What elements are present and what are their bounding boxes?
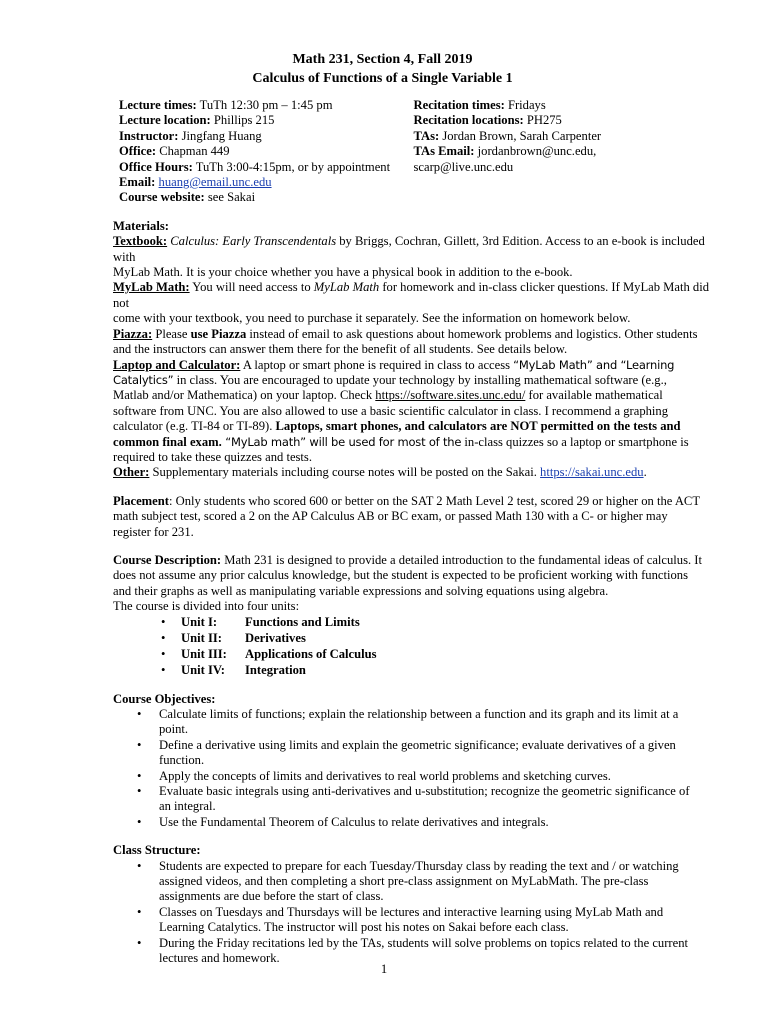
objective-line: point. xyxy=(159,722,189,737)
structure-line: lectures and homework. xyxy=(159,951,280,966)
tas: Jordan Brown, Sarah Carpenter xyxy=(442,128,602,143)
software-link[interactable]: https://software.sites.unc.edu/ xyxy=(375,388,526,403)
objective-item xyxy=(113,769,712,784)
unit-item xyxy=(113,647,712,663)
unit-number: Unit I: xyxy=(181,614,218,629)
tas-email-2: scarp@live.unc.edu xyxy=(413,159,514,174)
description-line-3: and their graphs as well as manipulating variable expressions and solving equations using algebra. xyxy=(113,583,609,598)
objective-line: an integral. xyxy=(159,799,216,814)
description-section xyxy=(113,553,712,679)
structure-line: assignments are due before the start of class. xyxy=(159,889,384,904)
office-hours-label: Office Hours: xyxy=(119,159,193,174)
objective-line: • Evaluate basic integrals using anti-derivatives and u-substitution; recognize the geometric significance of xyxy=(159,784,690,799)
objective-item xyxy=(113,738,712,769)
mylab-text-2: come with your textbook, you need to purchase it separately. See the information on homework below. xyxy=(113,311,631,326)
objective-line: • Define a derivative using limits and explain the geometric significance; evaluate derivatives of a given xyxy=(159,737,676,752)
placement-label: Placement xyxy=(113,493,169,508)
office: Chapman 449 xyxy=(159,144,230,159)
structure-line: • Students are expected to prepare for each Tuesday/Thursday class by reading the text and / or watching xyxy=(159,858,679,873)
office-hours: TuTh 3:00-4:15pm, or by appointment xyxy=(195,159,391,174)
page-number: 1 xyxy=(380,962,388,976)
sakai-link[interactable]: https://sakai.unc.edu xyxy=(540,465,644,480)
laptop-label: Laptop and Calculator: xyxy=(113,357,241,372)
mylab-text-1b: for homework and in-class clicker questions. If MyLab Math did not xyxy=(113,280,710,310)
unit-name: Functions and Limits xyxy=(245,614,360,629)
laptop-text-6a: “MyLab math” will be used for most of the xyxy=(221,434,462,449)
structure-section xyxy=(113,843,712,966)
unit-item xyxy=(113,631,712,647)
objective-line: • Calculate limits of functions; explain the relationship between a function and its graph and its limit at a xyxy=(159,707,679,721)
unit-name: Applications of Calculus xyxy=(245,646,377,661)
description-line-1: Math 231 is designed to provide a detailed introduction to the fundamental ideas of calculus. It xyxy=(221,552,702,567)
tas-label: TAs: xyxy=(413,128,440,143)
description-label: Course Description: xyxy=(113,552,222,567)
laptop-text-1b: “MyLab Math” and “Learning xyxy=(513,357,675,372)
course-subtitle: Calculus of Functions of a Single Variable 1 xyxy=(252,71,513,86)
structure-list xyxy=(113,859,712,967)
mylab-text-1a: You will need access to xyxy=(189,280,314,295)
placement-line-2: math subject test, scored a 2 on the AP Calculus AB or BC exam, or passed Math 130 with a C- or higher may xyxy=(113,509,668,524)
laptop-text-4: software from UNC. You are also allowed to use a basic scientific calculator in class. I recommend a graphing xyxy=(113,403,669,418)
laptop-text-2b: in class. You are encouraged to update your technology by installing mathematical software (e.g., xyxy=(173,372,667,387)
recitation-locations-label: Recitation locations: xyxy=(413,113,524,128)
objective-item xyxy=(113,815,712,830)
laptop-text-1a: A laptop or smart phone is required in class to access xyxy=(240,357,514,372)
unit-name: Derivatives xyxy=(245,630,306,645)
other-end: . xyxy=(643,465,647,480)
unit-number: Unit IV: xyxy=(181,662,225,677)
objective-line: • Use the Fundamental Theorem of Calculus to relate derivatives and integrals. xyxy=(159,814,549,829)
tas-email-1: jordanbrown@unc.edu, xyxy=(477,144,597,159)
unit-item xyxy=(113,663,712,679)
placement-section xyxy=(113,494,712,540)
description-line-2: does not assume any prior calculus knowledge, but the student is expected to be proficient working with functions xyxy=(113,568,688,583)
info-right-column xyxy=(414,98,712,206)
textbook-text-1: by Briggs, Cochran, Gillett, 3rd Edition. Access to an e-book is included with xyxy=(113,234,705,264)
laptop-text-6b: in-class quizzes so a laptop or smartphone is xyxy=(461,434,689,449)
objective-line: function. xyxy=(159,753,205,768)
textbook-title: Calculus: Early Transcendentals xyxy=(170,234,337,249)
placement-line-3: register for 231. xyxy=(113,524,194,539)
mylab-italic: MyLab Math xyxy=(313,280,380,295)
recitation-times: Fridays xyxy=(507,98,546,112)
structure-heading: Class Structure: xyxy=(113,843,201,858)
website: see Sakai xyxy=(207,190,256,205)
description-line-4: The course is divided into four units: xyxy=(113,599,300,614)
office-label: Office: xyxy=(119,144,157,159)
instructor: Jingfang Huang xyxy=(181,128,262,143)
structure-item xyxy=(113,859,712,905)
other-label: Other: xyxy=(113,465,150,480)
piazza-text-1a: Please xyxy=(152,326,191,341)
mylab-label: MyLab Math: xyxy=(113,280,190,295)
piazza-bold: use Piazza xyxy=(190,326,247,341)
structure-line: assigned videos, and then completing a short pre-class assignment on MyLabMath. The pre-class xyxy=(159,874,649,889)
objective-line: • Apply the concepts of limits and derivatives to real world problems and sketching curves. xyxy=(159,768,611,783)
textbook-text-2: MyLab Math. It is your choice whether you have a physical book in addition to the e-book. xyxy=(113,265,573,280)
lecture-location-label: Lecture location: xyxy=(119,113,211,128)
recitation-locations: PH275 xyxy=(526,113,562,128)
objectives-heading: Course Objectives: xyxy=(113,691,216,706)
lecture-location: Phillips 215 xyxy=(213,113,275,128)
structure-line: • Classes on Tuesdays and Thursdays will be lectures and interactive learning using MyLab Math and xyxy=(159,904,664,919)
course-info xyxy=(119,98,712,206)
lecture-times-label: Lecture times: xyxy=(119,98,197,112)
objectives-section xyxy=(113,692,712,831)
laptop-bold-1: Laptops, smart phones, and calculators are NOT permitted on the tests and xyxy=(275,419,681,434)
piazza-label: Piazza: xyxy=(113,326,153,341)
structure-item xyxy=(113,905,712,936)
materials-heading: Materials: xyxy=(113,218,169,233)
website-label: Course website: xyxy=(119,190,205,205)
lecture-times: TuTh 12:30 pm – 1:45 pm xyxy=(199,98,333,112)
placement-line-1: : Only students who scored 600 or better on the SAT 2 Math Level 2 test, scored 29 or higher on the ACT xyxy=(168,493,701,508)
laptop-text-3b: for available mathematical xyxy=(525,388,663,403)
other-text: Supplementary materials including course notes will be posted on the Sakai. xyxy=(149,465,541,480)
unit-name: Integration xyxy=(245,662,306,677)
laptop-text-2a: Catalytics” xyxy=(113,372,174,387)
objectives-list xyxy=(113,707,712,830)
course-title: Math 231, Section 4, Fall 2019 xyxy=(292,52,473,67)
email-label: Email: xyxy=(119,175,156,190)
info-left-column xyxy=(119,98,414,206)
laptop-bold-2: common final exam. xyxy=(113,434,222,449)
objective-item xyxy=(113,784,712,815)
textbook-label: Textbook: xyxy=(113,234,168,249)
materials-section xyxy=(113,219,712,481)
laptop-text-5a: calculator (e.g. TI-84 or TI-89). xyxy=(113,419,276,434)
unit-item xyxy=(113,615,712,631)
piazza-text-1b: instead of email to ask questions about homework problems and logistics. Other students xyxy=(246,326,698,341)
tas-email-label: TAs Email: xyxy=(413,144,475,159)
recitation-times-label: Recitation times: xyxy=(413,98,505,112)
piazza-text-2: and the instructors can answer them there for the benefit of all students. See details below. xyxy=(113,342,568,357)
instructor-label: Instructor: xyxy=(119,128,179,143)
unit-number: Unit III: xyxy=(181,646,227,661)
units-list xyxy=(113,615,712,679)
structure-line: • During the Friday recitations led by the TAs, students will solve problems on topics related to the current xyxy=(159,935,688,950)
laptop-text-3a: Matlab and/or Mathematica) on your laptop. Check xyxy=(113,388,376,403)
laptop-text-7: required to take these quizzes and tests. xyxy=(113,449,312,464)
structure-line: Learning Catalytics. The instructor will post his notes on Sakai before each class. xyxy=(159,920,569,935)
objective-item xyxy=(113,707,712,738)
unit-number: Unit II: xyxy=(181,630,222,645)
email-link[interactable]: huang@email.unc.edu xyxy=(158,175,272,190)
